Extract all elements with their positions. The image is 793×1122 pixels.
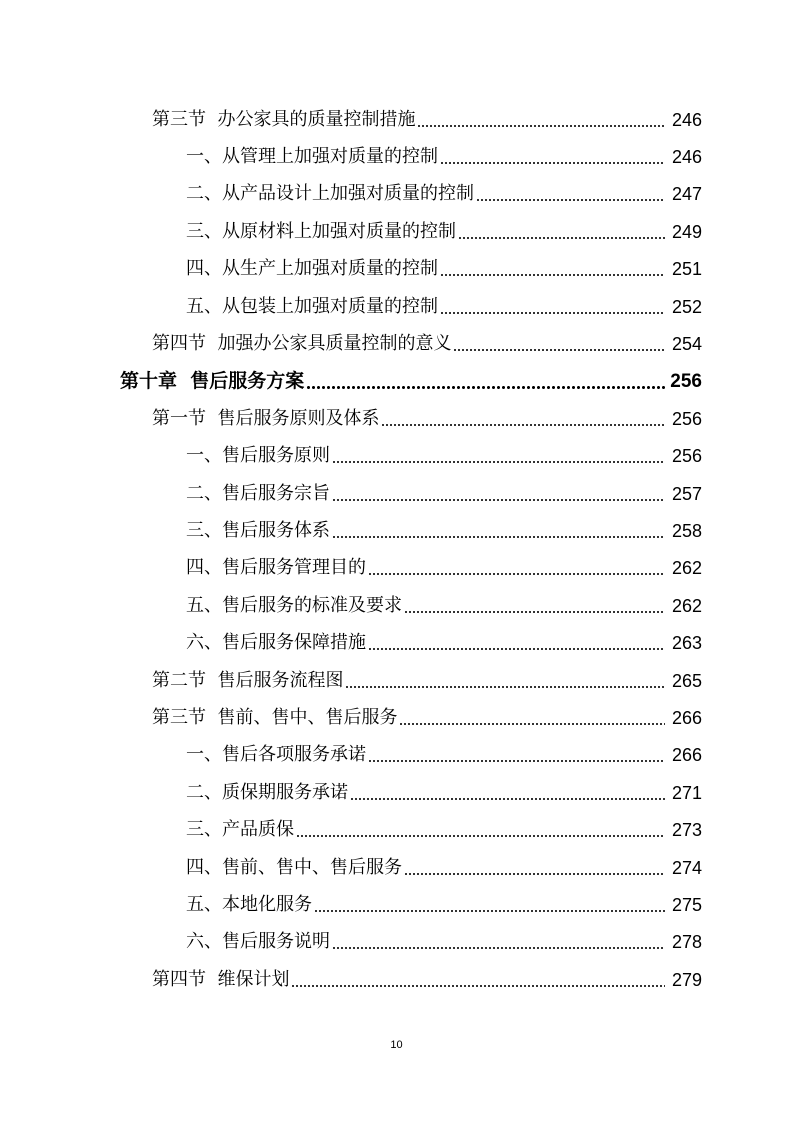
toc-entry-page-number: 278: [671, 932, 702, 953]
toc-entry-page-number: 257: [671, 483, 702, 504]
toc-subsection-entry[interactable]: [0, 624, 793, 661]
toc-entry-title: 五、本地化服务: [186, 893, 312, 915]
toc-entry-page-number: 258: [671, 520, 702, 541]
toc-entry-title: 第四节 加强办公家具质量控制的意义: [152, 333, 452, 355]
toc-entry-page-number: 279: [671, 969, 702, 990]
toc-subsection-entry[interactable]: [0, 550, 793, 587]
toc-entry-title: 二、售后服务宗旨: [186, 482, 330, 504]
toc-subsection-entry[interactable]: [0, 475, 793, 512]
dot-leader: [332, 933, 665, 951]
toc-entry-page-number: 246: [671, 109, 702, 130]
dot-leader: [332, 447, 665, 465]
toc-subsection-entry[interactable]: [0, 438, 793, 475]
toc-entry-page-number: 262: [671, 595, 702, 616]
toc-subsection-entry[interactable]: [0, 886, 793, 923]
toc-section-entry[interactable]: [0, 961, 793, 998]
toc-entry-page-number: 256: [671, 446, 702, 467]
dot-leader: [476, 185, 665, 203]
dot-leader: [332, 522, 665, 540]
toc-subsection-entry[interactable]: [0, 138, 793, 175]
toc-entry-title: 五、售后服务的标准及要求: [186, 594, 402, 616]
dot-leader: [332, 485, 665, 503]
dot-leader: [368, 634, 665, 652]
toc-entry-title: 一、售后服务原则: [186, 445, 330, 467]
toc-section-entry[interactable]: [0, 101, 793, 138]
toc-entry-title: 第十章 售后服务方案: [120, 369, 305, 392]
dot-leader: [296, 821, 665, 839]
toc-entry-page-number: 249: [671, 221, 702, 242]
toc-section-entry[interactable]: [0, 699, 793, 736]
toc-entry-title: 三、产品质保: [186, 819, 294, 841]
toc-entry-title: 三、从原材料上加强对质量的控制: [186, 220, 456, 242]
toc-entry-title: 第三节 售前、售中、售后服务: [152, 706, 398, 728]
toc-entry-title: 四、售后服务管理目的: [186, 557, 366, 579]
toc-entry-page-number: 266: [671, 707, 702, 728]
dot-leader: [417, 111, 665, 129]
dot-leader: [399, 709, 665, 727]
toc-entry-title: 四、售前、售中、售后服务: [186, 856, 402, 878]
toc-subsection-entry[interactable]: [0, 924, 793, 961]
toc-section-entry[interactable]: [0, 325, 793, 362]
dot-leader: [458, 223, 665, 241]
toc-subsection-entry[interactable]: [0, 176, 793, 213]
toc-entry-page-number: 271: [671, 782, 702, 803]
toc-entry-title: 三、售后服务体系: [186, 519, 330, 541]
toc-entry-page-number: 262: [671, 558, 702, 579]
toc-entry-page-number: 273: [671, 820, 702, 841]
toc-entry-title: 六、售后服务保障措施: [186, 632, 366, 654]
toc-entry-title: 第三节 办公家具的质量控制措施: [152, 108, 416, 130]
dot-leader: [453, 335, 665, 353]
toc-entry-page-number: 252: [671, 296, 702, 317]
toc-subsection-entry[interactable]: [0, 737, 793, 774]
toc-entry-page-number: 256: [670, 370, 702, 392]
dot-leader: [350, 784, 665, 802]
toc-entry-page-number: 246: [671, 147, 702, 168]
toc-subsection-entry[interactable]: [0, 774, 793, 811]
toc-entry-page-number: 254: [671, 334, 702, 355]
dot-leader: [306, 372, 665, 390]
toc-entry-title: 五、从包装上加强对质量的控制: [186, 295, 438, 317]
toc-entry-title: 四、从生产上加强对质量的控制: [186, 258, 438, 280]
dot-leader: [314, 896, 665, 914]
toc-entry-title: 二、从产品设计上加强对质量的控制: [186, 183, 474, 205]
toc-entry-title: 一、售后各项服务承诺: [186, 744, 366, 766]
toc-entry-page-number: 274: [671, 857, 702, 878]
dot-leader: [291, 971, 665, 989]
toc-section-entry[interactable]: [0, 400, 793, 437]
table-of-contents: [0, 101, 793, 998]
dot-leader: [368, 559, 665, 577]
toc-entry-title: 第二节 售后服务流程图: [152, 669, 344, 691]
toc-entry-title: 六、售后服务说明: [186, 931, 330, 953]
dot-leader: [345, 672, 665, 690]
page-number: 10: [390, 1039, 403, 1051]
toc-subsection-entry[interactable]: [0, 849, 793, 886]
toc-entry-page-number: 263: [671, 633, 702, 654]
toc-entry-page-number: 266: [671, 745, 702, 766]
dot-leader: [404, 597, 665, 615]
dot-leader: [440, 298, 665, 316]
toc-subsection-entry[interactable]: [0, 288, 793, 325]
toc-entry-title: 二、质保期服务承诺: [186, 781, 348, 803]
toc-entry-page-number: 256: [671, 408, 702, 429]
dot-leader: [440, 260, 665, 278]
toc-subsection-entry[interactable]: [0, 213, 793, 250]
dot-leader: [368, 746, 665, 764]
toc-chapter-entry[interactable]: [0, 363, 793, 400]
toc-entry-title: 第四节 维保计划: [152, 968, 290, 990]
dot-leader: [440, 148, 665, 166]
toc-entry-title: 第一节 售后服务原则及体系: [152, 407, 380, 429]
dot-leader: [404, 859, 665, 877]
dot-leader: [381, 410, 665, 428]
toc-section-entry[interactable]: [0, 662, 793, 699]
toc-entry-page-number: 275: [671, 894, 702, 915]
toc-entry-title: 一、从管理上加强对质量的控制: [186, 146, 438, 168]
toc-subsection-entry[interactable]: [0, 587, 793, 624]
toc-subsection-entry[interactable]: [0, 251, 793, 288]
toc-entry-page-number: 247: [671, 184, 702, 205]
toc-entry-page-number: 251: [671, 259, 702, 280]
toc-entry-page-number: 265: [671, 670, 702, 691]
toc-subsection-entry[interactable]: [0, 512, 793, 549]
toc-subsection-entry[interactable]: [0, 811, 793, 848]
